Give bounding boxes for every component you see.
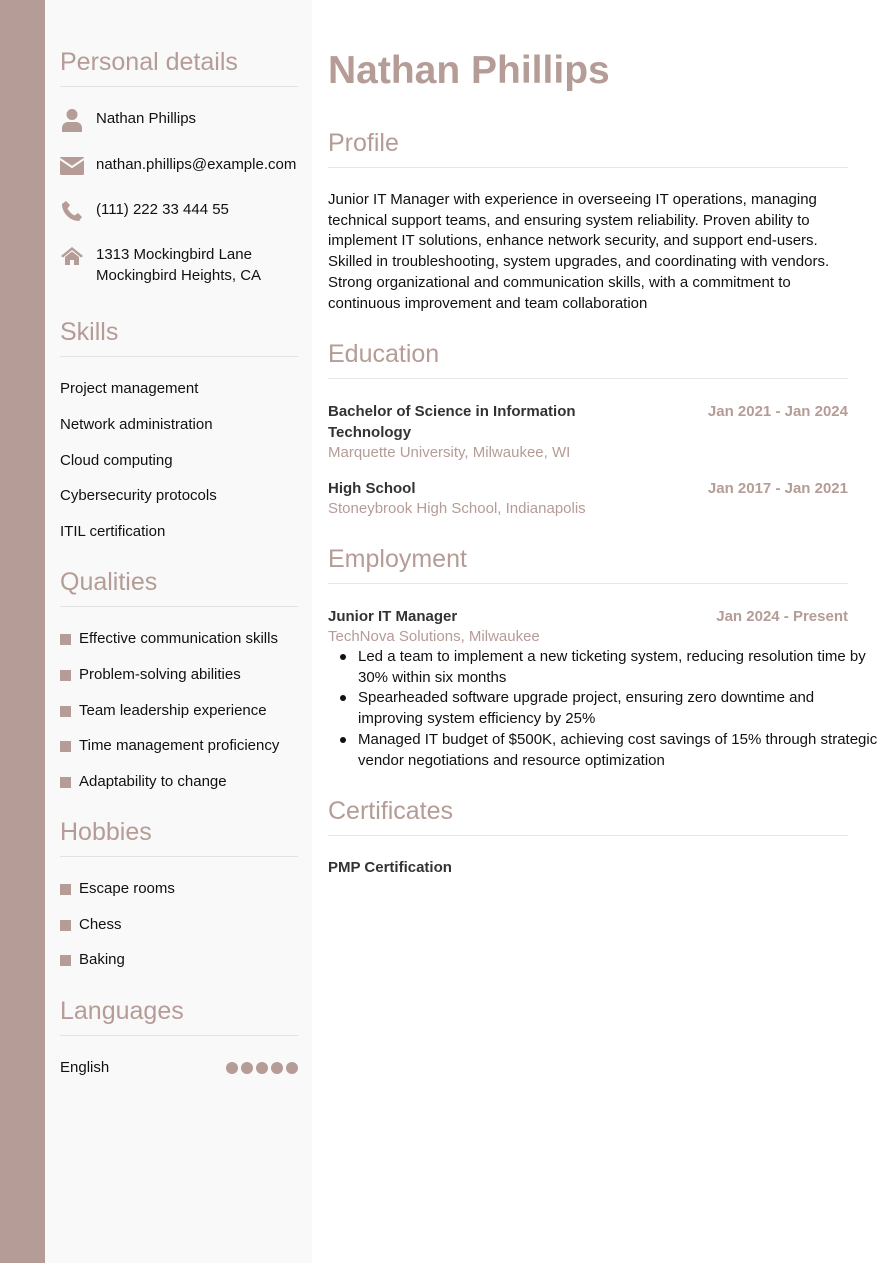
personal-email[interactable]: nathan.phillips@example.com (96, 156, 297, 173)
divider (60, 1035, 298, 1036)
skill-item: Cloud computing (60, 452, 173, 469)
divider (60, 606, 298, 607)
skill-item: Project management (60, 380, 199, 397)
square-bullet-icon (60, 920, 71, 931)
personal-phone: (111) 222 33 444 55 (96, 201, 229, 218)
divider (60, 356, 298, 357)
language-level-rating (226, 1062, 298, 1074)
divider (328, 583, 848, 584)
user-icon (60, 108, 84, 132)
education-date: Jan 2021 - Jan 2024 (707, 403, 848, 420)
square-bullet-icon (60, 777, 71, 788)
sidebar (45, 0, 312, 1263)
job-company: TechNova Solutions, Milwaukee (328, 628, 540, 645)
hobby-text: Baking (79, 951, 125, 968)
quality-item (60, 629, 278, 649)
skill-item: Cybersecurity protocols (60, 487, 217, 504)
personal-name: Nathan Phillips (96, 110, 197, 127)
profile-heading: Profile (328, 129, 399, 157)
education-date: Jan 2017 - Jan 2021 (707, 480, 848, 497)
job-date: Jan 2024 - Present (716, 608, 848, 625)
language-level-dot (226, 1062, 238, 1074)
hobby-text: Escape rooms (79, 880, 175, 897)
envelope-icon (60, 154, 84, 178)
personal-email-row (60, 154, 296, 178)
hobby-item (60, 915, 122, 935)
address-line-2: Mockingbird Heights, CA (96, 267, 262, 284)
profile-text: Junior IT Manager with experience in overseeing IT operations, managing technical support teams, and ensuring system reliability. Proven ability to implement IT solutions, enhance network security, and support end-users. Skilled in troubleshooting, system upgrades, and coordinating with vendors. Strong organizational and communication skills, with a commitment to continuous improvement and team collaboration (328, 191, 830, 312)
job-achievements (328, 647, 878, 771)
language-level-dot (271, 1062, 283, 1074)
hobby-text: Chess (79, 916, 122, 933)
languages-heading: Languages (60, 997, 184, 1025)
square-bullet-icon (60, 634, 71, 645)
education-title-line: Technology (328, 424, 412, 441)
certificates-heading: Certificates (328, 797, 454, 825)
candidate-name: Nathan Phillips (328, 49, 610, 92)
qualities-heading: Qualities (60, 568, 158, 596)
hobby-item (60, 950, 125, 970)
quality-text: Team leadership experience (79, 702, 267, 719)
divider (328, 167, 848, 168)
achievement-item: Led a team to implement a new ticketing system, reducing resolution time by 30% within six months (358, 647, 878, 688)
quality-item (60, 665, 241, 685)
quality-text: Time management proficiency (79, 737, 280, 754)
divider (328, 835, 848, 836)
education-heading: Education (328, 340, 440, 368)
personal-details-heading: Personal details (60, 48, 238, 76)
quality-item (60, 772, 227, 792)
education-title (328, 401, 576, 443)
home-icon (60, 244, 84, 268)
education-institution: Marquette University, Milwaukee, WI (328, 444, 571, 461)
language-level-dot (286, 1062, 298, 1074)
education-title: High School (328, 480, 416, 497)
square-bullet-icon (60, 884, 71, 895)
quality-item (60, 736, 279, 756)
square-bullet-icon (60, 706, 71, 717)
certificate-item: PMP Certification (328, 859, 452, 876)
skill-item: Network administration (60, 416, 213, 433)
divider (60, 86, 298, 87)
employment-heading: Employment (328, 545, 467, 573)
quality-item (60, 701, 267, 721)
accent-strip (0, 0, 45, 1263)
education-institution: Stoneybrook High School, Indianapolis (328, 500, 586, 517)
job-title: Junior IT Manager (328, 608, 458, 625)
quality-text: Adaptability to change (79, 773, 227, 790)
hobby-item (60, 879, 175, 899)
square-bullet-icon (60, 955, 71, 966)
skill-item: ITIL certification (60, 523, 166, 540)
language-name: English (60, 1059, 110, 1076)
square-bullet-icon (60, 741, 71, 752)
address-line-1: 1313 Mockingbird Lane (96, 246, 252, 263)
achievement-item: Managed IT budget of $500K, achieving cost savings of 15% through strategic vendor negotiations and resource optimization (358, 730, 878, 771)
phone-icon (60, 199, 84, 223)
education-title-line: Bachelor of Science in Information (328, 403, 576, 420)
personal-name-row (60, 108, 196, 132)
skills-heading: Skills (60, 318, 119, 346)
achievement-item: Spearheaded software upgrade project, ensuring zero downtime and improving system efficiency by 25% (358, 688, 878, 729)
hobbies-heading: Hobbies (60, 818, 152, 846)
personal-address (96, 244, 261, 286)
personal-address-row (60, 244, 261, 286)
divider (60, 856, 298, 857)
personal-phone-row (60, 199, 229, 223)
language-level-dot (241, 1062, 253, 1074)
language-level-dot (256, 1062, 268, 1074)
divider (328, 378, 848, 379)
quality-text: Effective communication skills (79, 630, 278, 647)
quality-text: Problem-solving abilities (79, 666, 241, 683)
square-bullet-icon (60, 670, 71, 681)
